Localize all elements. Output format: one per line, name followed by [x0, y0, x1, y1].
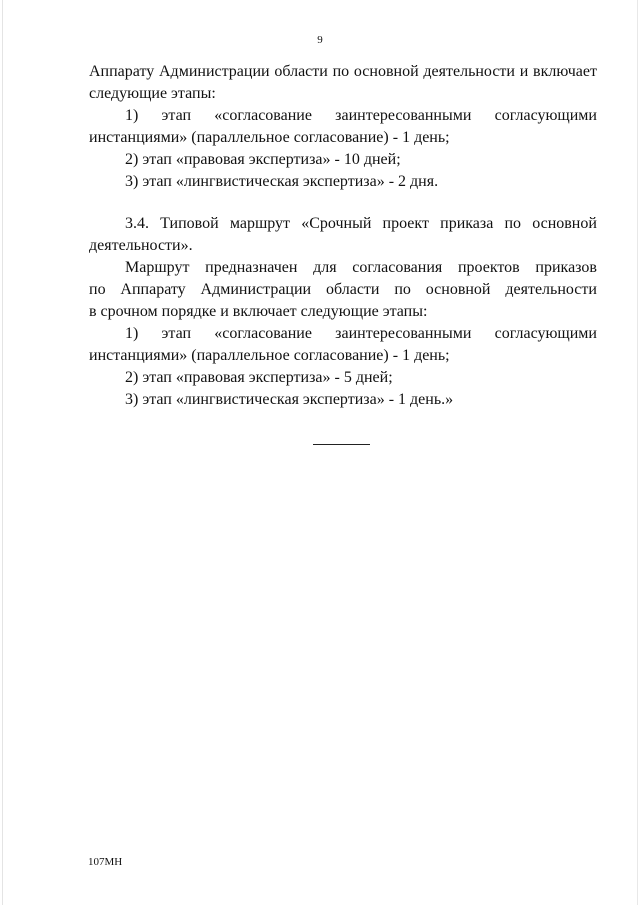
scan-edge-right	[637, 0, 638, 905]
word: согласующими	[494, 325, 597, 342]
word: заинтересованными	[335, 107, 472, 124]
word: 3.4.	[125, 215, 149, 232]
word: 1)	[125, 107, 139, 124]
word: приказа	[440, 215, 494, 232]
paragraph-line	[89, 280, 597, 300]
word: по	[332, 63, 350, 80]
word: Маршрут	[125, 259, 190, 276]
list-item-line	[125, 324, 597, 344]
word: включает	[533, 63, 597, 80]
word: предназначен	[205, 259, 298, 276]
word: основной	[532, 215, 597, 232]
word: согласования	[352, 259, 443, 276]
word: проект	[382, 215, 429, 232]
word: этап	[161, 107, 192, 124]
list-item-line	[125, 106, 597, 126]
word: заинтересованными	[335, 325, 472, 342]
word: деятельности	[505, 281, 597, 298]
word: по	[394, 281, 411, 298]
list-item-line: инстанциями» (параллельное согласование) - 1 день;	[89, 129, 450, 146]
word: Аппарату	[120, 281, 186, 298]
paragraph-line	[125, 258, 597, 278]
list-item: 3) этап «лингвистическая экспертиза» - 1 день.»	[125, 391, 454, 408]
word: деятельности	[423, 63, 515, 80]
word: «согласование	[214, 107, 312, 124]
word: «согласование	[214, 325, 312, 342]
closing-rule	[313, 444, 370, 445]
scan-edge-left	[2, 0, 3, 905]
list-item: 3) этап «лингвистическая экспертиза» - 2 дня.	[125, 173, 439, 190]
paragraph-line	[89, 62, 597, 82]
word: согласующими	[494, 107, 597, 124]
word: проектов	[457, 259, 520, 276]
section-heading-line: деятельности».	[89, 237, 193, 254]
word: Аппарату	[89, 63, 155, 80]
footer-code: 107МН	[88, 856, 123, 868]
word: основной	[425, 281, 491, 298]
word: области	[274, 63, 328, 80]
word: 1)	[125, 325, 139, 342]
page-number: 9	[317, 34, 323, 46]
word: по	[504, 215, 522, 232]
word: этап	[161, 325, 192, 342]
word: Администрации	[159, 63, 270, 80]
word: Типовой	[160, 215, 219, 232]
word: «Срочный	[301, 215, 372, 232]
word: маршрут	[229, 215, 291, 232]
word: области	[325, 281, 380, 298]
word: и	[519, 63, 529, 80]
word: по	[89, 281, 106, 298]
paragraph-line: следующие этапы:	[89, 85, 216, 102]
word: основной	[353, 63, 419, 80]
word: для	[313, 259, 337, 276]
section-heading-line	[125, 214, 597, 234]
list-item-line: инстанциями» (параллельное согласование) - 1 день;	[89, 347, 450, 364]
list-item: 2) этап «правовая экспертиза» - 10 дней;	[125, 151, 401, 168]
word: Администрации	[200, 281, 312, 298]
list-item: 2) этап «правовая экспертиза» - 5 дней;	[125, 369, 393, 386]
word: приказов	[535, 259, 597, 276]
paragraph-line: в срочном порядке и включает следующие этапы:	[89, 303, 428, 320]
